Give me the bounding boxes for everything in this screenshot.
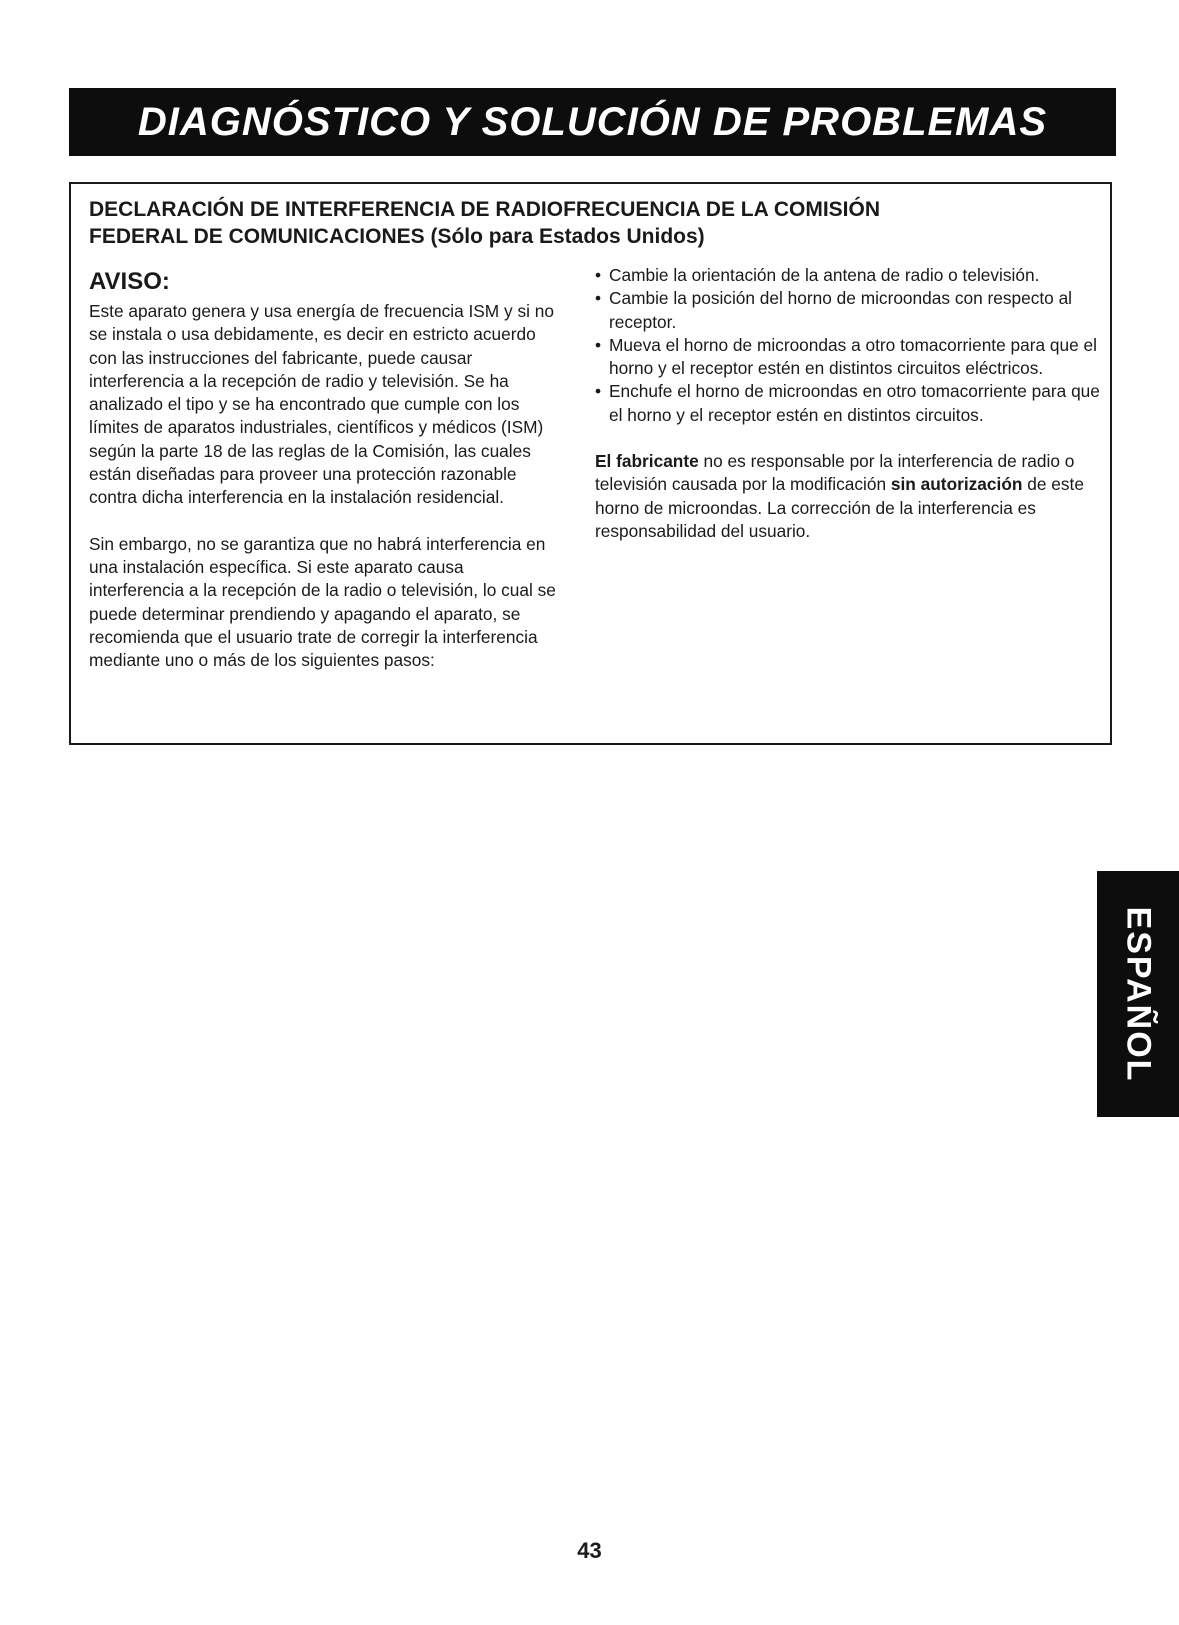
list-item	[595, 334, 1100, 381]
manufacturer-note-bold-1: El fabricante	[595, 451, 699, 472]
fcc-notice-box	[69, 182, 1112, 745]
corrective-steps-list	[595, 264, 1100, 427]
page-title: DIAGNÓSTICO Y SOLUCIÓN DE PROBLEMAS	[137, 99, 1048, 144]
bullet-icon: •	[595, 288, 602, 309]
language-tab	[1097, 871, 1179, 1117]
bullet-icon: •	[595, 381, 602, 402]
bullet-icon: •	[595, 265, 602, 285]
page-number: 43	[577, 1538, 602, 1563]
manufacturer-note-bold-2: sin autorización	[890, 474, 1023, 495]
manufacturer-note-text-2: de este horno de microondas. La corrección de la interferencia es responsabilidad del usuario.	[595, 474, 1084, 541]
list-item	[595, 264, 1100, 287]
step-text: Cambie la orientación de la antena de radio o televisión.	[609, 265, 1040, 285]
list-item	[595, 287, 1100, 334]
notice-heading-line1: DECLARACIÓN DE INTERFERENCIA DE RADIOFRECUENCIA DE LA COMISIÓN	[89, 198, 881, 221]
list-item	[595, 380, 1100, 427]
page-title-banner	[69, 88, 1116, 156]
notice-paragraph-1: Este aparato genera y usa energía de frecuencia ISM y si no se instala o usa debidamente, es decir en estricto acuerdo con las instrucciones del fabricante, puede causar interferencia a la recepción de radio y televisión. Se ha analizado el tipo y se ha encontrado que cumple con los límites de aparatos industriales, científicos y médicos (ISM) según la parte 18 de las reglas de la Comisión, las cuales están diseñadas para proveer una protección razonable contra dicha interferencia en la instalación residencial.	[89, 301, 554, 508]
notice-heading-line2: FEDERAL DE COMUNICACIONES (Sólo para Estados Unidos)	[89, 225, 705, 248]
bullet-icon: •	[595, 334, 602, 355]
step-text: Enchufe el horno de microondas en otro tomacorriente para que el horno y el receptor estén en distintos circuitos.	[609, 381, 1100, 425]
notice-right-column	[595, 264, 1100, 543]
step-text: Cambie la posición del horno de microondas con respecto al receptor.	[609, 288, 1073, 332]
manufacturer-note-text-1: no es responsable por la interferencia de radio o televisión causada por la modificación	[595, 451, 1075, 495]
manufacturer-note	[595, 450, 1100, 543]
step-text: Mueva el horno de microondas a otro tomacorriente para que el horno y el receptor estén en distintos circuitos eléctricos.	[609, 334, 1097, 379]
notice-heading	[89, 196, 1089, 250]
notice-paragraph-2: Sin embargo, no se garantiza que no habrá interferencia en una instalación específica. Si este aparato causa interferencia a la recepción de la radio o televisión, lo cual se puede determinar prendiendo y apagando el aparato, se recomienda que el usuario trate de corregir la interferencia mediante uno o más de los siguientes pasos:	[89, 533, 556, 671]
aviso-label: AVISO:	[89, 268, 170, 295]
language-tab-label: ESPAÑOL	[1119, 906, 1158, 1082]
notice-left-column	[89, 300, 559, 672]
